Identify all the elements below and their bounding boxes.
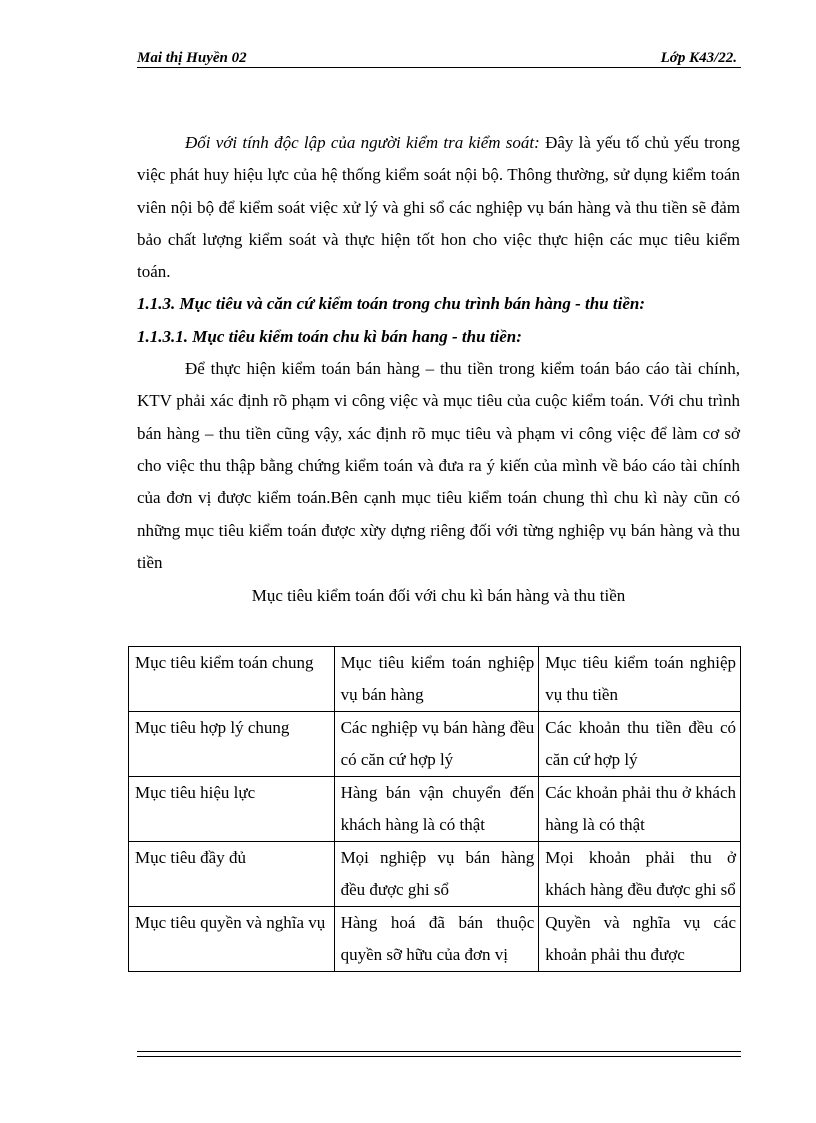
intro-paragraph bbox=[137, 127, 740, 288]
header-cell: Mục tiêu kiểm toán chung bbox=[129, 647, 335, 712]
table-cell: Mục tiêu đầy đủ bbox=[129, 842, 335, 907]
table-cell: Mục tiêu hợp lý chung bbox=[129, 712, 335, 777]
table-row bbox=[129, 712, 741, 777]
header-author: Mai thị Huyền 02 bbox=[137, 50, 247, 66]
table-header-row bbox=[129, 647, 741, 712]
subsection-heading: 1.1.3.1. Mục tiêu kiểm toán chu kì bán hang - thu tiền: bbox=[137, 326, 522, 346]
table-cell: Hàng bán vận chuyển đến khách hàng là có thật bbox=[334, 777, 539, 842]
page-header bbox=[137, 50, 741, 90]
table-cell: Các khoản phải thu ở khách hàng là có thật bbox=[539, 777, 741, 842]
body-text bbox=[137, 127, 740, 579]
table-cell: Mọi khoản phải thu ở khách hàng đều được ghi sổ bbox=[539, 842, 741, 907]
table-cell: Các nghiệp vụ bán hàng đều có căn cứ hợp lý bbox=[334, 712, 539, 777]
table-row bbox=[129, 777, 741, 842]
table-caption: Mục tiêu kiểm toán đối với chu kì bán hàng và thu tiền bbox=[251, 586, 626, 605]
table-cell: Quyền và nghĩa vụ các khoản phải thu được bbox=[539, 907, 741, 972]
table-cell: Hàng hoá đã bán thuộc quyền sỡ hữu của đơn vị bbox=[334, 907, 539, 972]
footer-rule-bottom bbox=[137, 1056, 741, 1057]
table-row bbox=[129, 842, 741, 907]
table-cell: Mục tiêu hiệu lực bbox=[129, 777, 335, 842]
intro-text: Đây là yếu tố chủ yếu trong việc phát huy hiệu lực của hệ thống kiểm soát nội bộ. Thông thường, sử dụng kiểm toán viên nội bộ để kiểm soát việc xử lý và ghi sổ các nghiệp vụ bán hàng và thu tiền sẽ đảm bảo chất lượng kiểm soát và thực hiện tốt hon cho việc thực hiện các mục tiêu kiểm toán. bbox=[137, 133, 740, 282]
intro-lead: Đối với tính độc lập của người kiểm tra kiểm soát: bbox=[185, 133, 540, 152]
table-cell: Các khoản thu tiền đều có căn cứ hợp lý bbox=[539, 712, 741, 777]
section-heading: 1.1.3. Mục tiêu và căn cứ kiểm toán trong chu trình bán hàng - thu tiền: bbox=[137, 294, 645, 314]
audit-goals-table bbox=[128, 646, 741, 972]
header-class: Lớp K43/22. bbox=[660, 50, 737, 66]
table-cell: Mục tiêu quyền và nghĩa vụ bbox=[129, 907, 335, 972]
body-paragraph: Để thực hiện kiểm toán bán hàng – thu tiền trong kiểm toán báo cáo tài chính, KTV phải xác định rõ phạm vi công việc và mục tiêu của cuộc kiểm toán. Với chu trình bán hàng – thu tiền cũng vậy, xác định rõ mục tiêu và phạm vi công việc để làm cơ sở cho việc thu thập bằng chứng kiểm toán và đưa ra ý kiến của mình về báo cáo tài chính của đơn vị được kiểm toán.Bên cạnh mục tiêu kiểm toán chung thì chu kì này cũn có những mục tiêu kiểm toán được xừy dựng riêng đối với từng nghiệp vụ bán hàng và thu tiền bbox=[137, 359, 740, 572]
header-rule bbox=[137, 67, 741, 68]
footer-rule-top bbox=[137, 1051, 741, 1052]
table-cell: Mọi nghiệp vụ bán hàng đều được ghi sổ bbox=[334, 842, 539, 907]
header-cell: Mục tiêu kiểm toán nghiệp vụ bán hàng bbox=[334, 647, 539, 712]
header-cell: Mục tiêu kiểm toán nghiệp vụ thu tiền bbox=[539, 647, 741, 712]
table-row bbox=[129, 907, 741, 972]
